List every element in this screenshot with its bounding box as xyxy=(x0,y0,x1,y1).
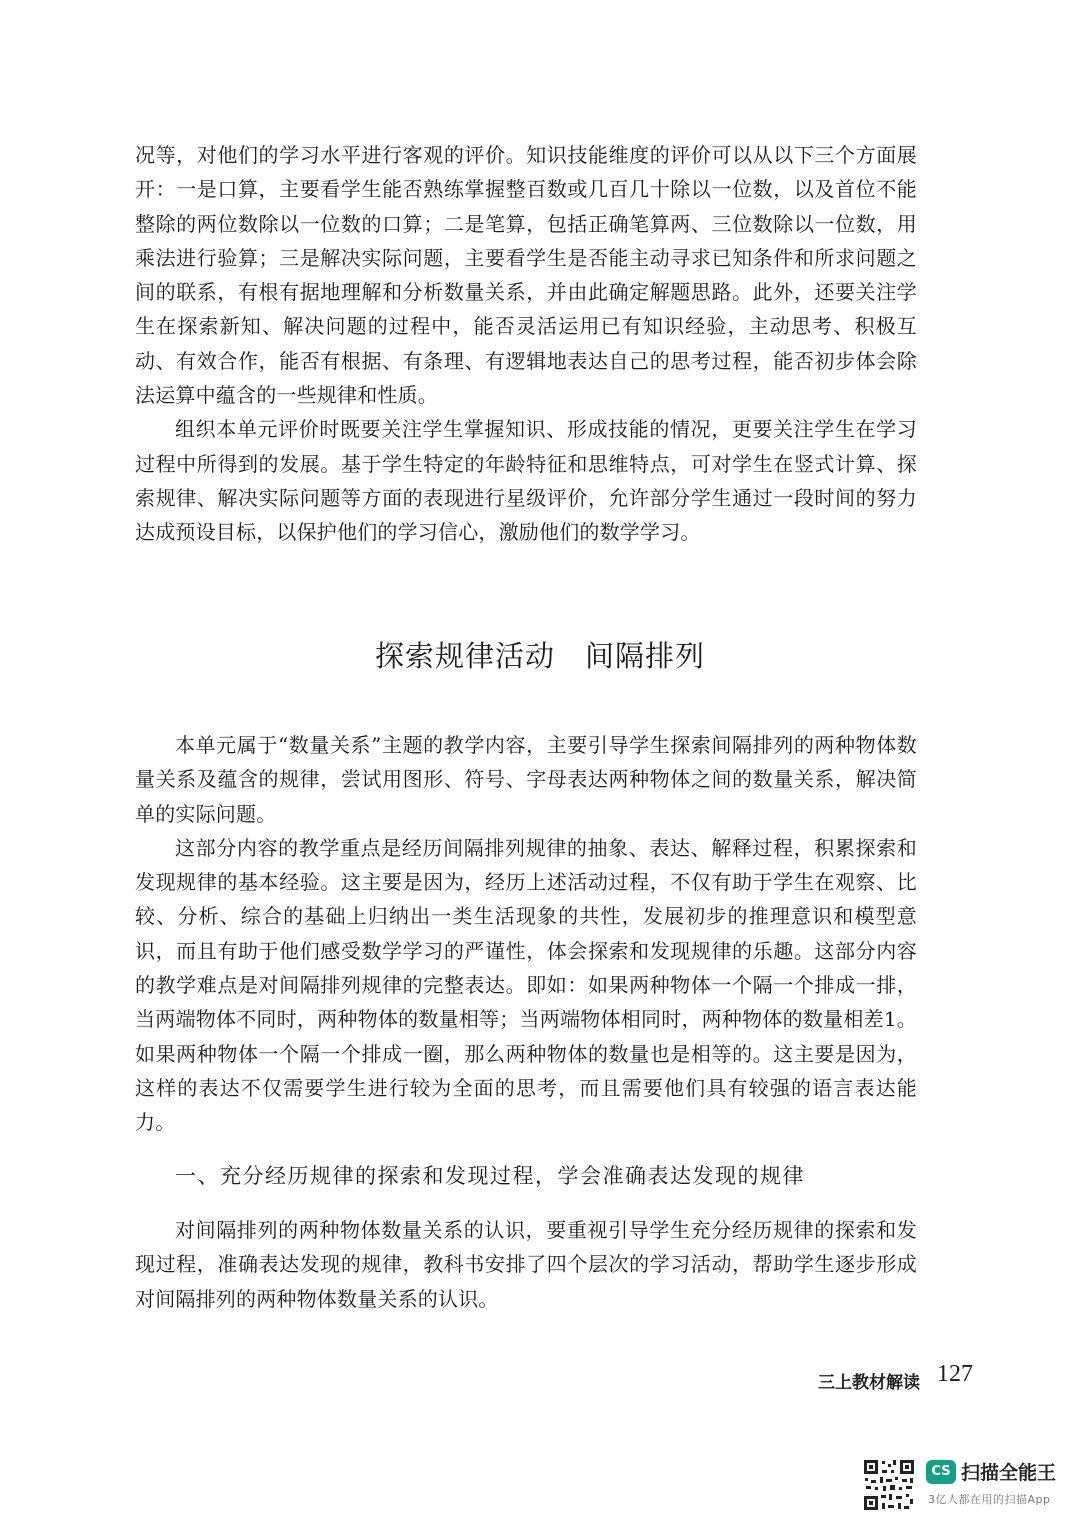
footer-book-label: 三上教材解读 xyxy=(818,1373,920,1393)
scanner-tagline: 3亿人都在用的扫描App xyxy=(928,1493,1051,1506)
qr-code-icon xyxy=(862,1458,916,1512)
paragraph-continuation: 况等，对他们的学习水平进行客观的评价。知识技能维度的评价可以从以下三个方面展开：一是口算，主要看学生能否熟练掌握整百数或几百几十除以一位数，以及首位不能整除的两位数除以一位数的口算；二是笔算，包括正确笔算两、三位数除以一位数，用乘法进行验算；三是解决实际问题，主要看学生是否能主动寻求已知条件和所求问题之间的联系，有根有据地理解和分析数量关系，并由此确定解题思路。此外，还要关注学生在探索新知、解决问题的过程中，能否灵活运用已有知识经验，主动思考、积极互动、有效合作，能否有根据、有条理、有逻辑地表达自己的思考过程，能否初步体会除法运算中蕴含的一些规律和性质。 xyxy=(135,143,917,408)
paragraph: 本单元属于“数量关系”主题的教学内容，主要引导学生探索间隔排列的两种物体数量关系及蕴含的规律，尝试用图形、符号、字母表达两种物体之间的数量关系，解决简单的实际问题。 xyxy=(135,733,917,826)
camscanner-logo-icon: CS xyxy=(926,1460,956,1484)
section-title: 探索规律活动 间隔排列 xyxy=(374,639,705,673)
subheading: 一、充分经历规律的探索和发现过程，学会准确表达发现的规律 xyxy=(175,1164,805,1188)
scanner-watermark xyxy=(862,1458,1062,1513)
page-number: 127 xyxy=(937,1361,973,1387)
scanner-brand-name: 扫描全能王 xyxy=(961,1462,1057,1484)
evaluation-section xyxy=(135,138,917,550)
unit-overview-section xyxy=(135,728,917,1140)
learning-activities-section xyxy=(135,1213,917,1316)
paragraph: 对间隔排列的两种物体数量关系的认识，要重视引导学生充分经历规律的探索和发现过程，准确表达发现的规律，教科书安排了四个层次的学习活动，帮助学生逐步形成对间隔排列的两种物体数量关系的认识。 xyxy=(135,1218,917,1311)
paragraph: 这部分内容的教学重点是经历间隔排列规律的抽象、表达、解释过程，积累探索和发现规律的基本经验。这主要是因为，经历上述活动过程，不仅有助于学生在观察、比较、分析、综合的基础上归纳出一类生活现象的共性，发展初步的推理意识和模型意识，而且有助于他们感受数学学习的严谨性，体会探索和发现规律的乐趣。这部分内容的教学难点是对间隔排列规律的完整表达。即如：如果两种物体一个隔一个排成一排，当两端物体不同时，两种物体的数量相等；当两端物体相同时，两种物体的数量相差1。如果两种物体一个隔一个排成一圈，那么两种物体的数量也是相等的。这主要是因为，这样的表达不仅需要学生进行较为全面的思考，而且需要他们具有较强的语言表达能力。 xyxy=(135,835,917,1135)
paragraph: 组织本单元评价时既要关注学生掌握知识、形成技能的情况，更要关注学生在学习过程中所得到的发展。基于学生特定的年龄特征和思维特点，可对学生在竖式计算、探索规律、解决实际问题等方面的表现进行星级评价，允许部分学生通过一段时间的努力达成预设目标，以保护他们的学习信心，激励他们的数学学习。 xyxy=(135,417,917,545)
